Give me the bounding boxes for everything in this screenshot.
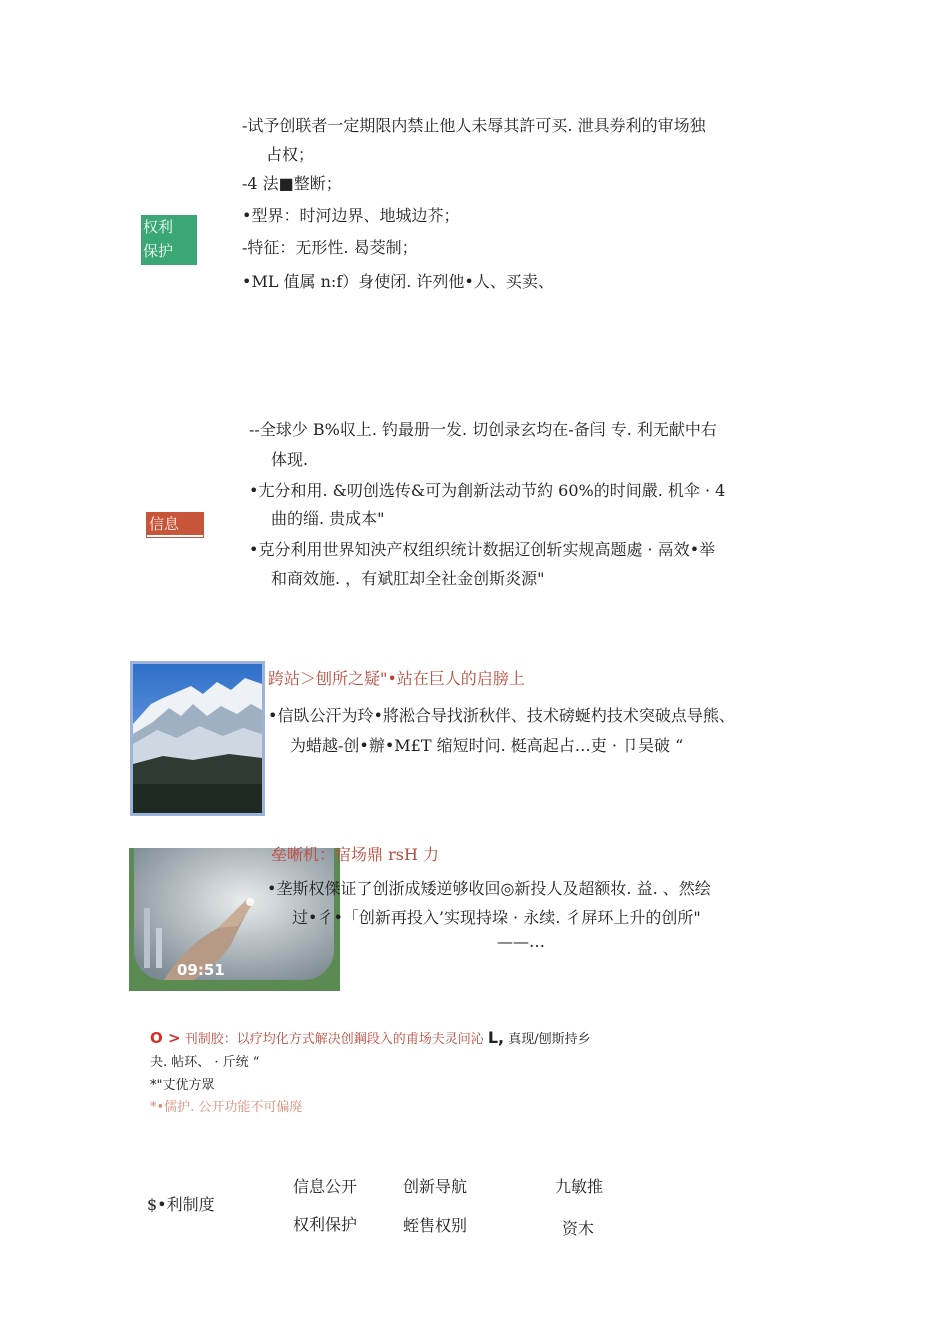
s3-title: 跨站＞刨所之疑"•站在巨人的启膀上	[268, 669, 525, 688]
s5-line-1-text: 刊制胶：以疗均化方式解决创鋼段入的甫场夫灵问沁	[184, 1032, 484, 1047]
rights-protection-tag	[141, 215, 197, 265]
s2-line-5: •克分利用世界知泱产权组织统计数据辽创斩实规高题處 · 鬲效•举	[249, 540, 716, 559]
information-tag: 信息	[147, 513, 203, 537]
s2-line-1: --全球少 B%収上. 钓最册一发. 切创录玄均在-备闫 专. 利无献中右	[249, 420, 717, 439]
s5-line-1-mark: L,	[487, 1028, 505, 1047]
s4-line-2: 过•彳•「创新再投入’实现持垜 · 永续. 彳屏环上升的创所"	[292, 908, 701, 927]
s5-line-4: *•儒护. 公开功能不可偏廃	[150, 1100, 303, 1115]
s5-lead: O >	[150, 1029, 181, 1047]
table-cell-r1c2: 创新导航	[403, 1177, 468, 1196]
table-cell-r1c3: 九敏推	[555, 1177, 604, 1196]
table-cell-r2c2: 蛭售权别	[403, 1216, 468, 1235]
s5-line-2: 夬. 帖环、 · 斤统 “	[150, 1055, 260, 1070]
s2-line-6: 和商效施. ，有斌肛却全社金创斯炎源"	[271, 569, 545, 588]
s1-line-5: -特征：无形性. 曷茭制；	[242, 238, 418, 257]
s1-line-2: 占权；	[266, 145, 315, 164]
s1-line-1: -试予创联者一定期限内禁止他人未辱其許可买. 泄具券利的审场独	[242, 116, 706, 135]
s1-line-6: •ML 值属 n:f）身使闭. 许列他•人、买卖、	[242, 272, 554, 291]
s2-line-2: 体现.	[271, 450, 309, 469]
table-cell-r2c1: 权利保护	[293, 1215, 358, 1234]
s2-line-4: 曲的缁. 贵成本"	[271, 509, 385, 528]
s4-line-3: ——…	[497, 932, 545, 951]
table-cell-r2c3: 资木	[562, 1219, 595, 1238]
table-cell-r1c1: 信息公开	[293, 1177, 358, 1196]
mountain-image	[130, 661, 265, 816]
rights-protection-tag-line2: 保护	[143, 242, 174, 260]
s3-line-2: 为蜡越-创•辦•M£T 缩短时问. 梃高起占…吏 · 卩吴破 “	[290, 736, 684, 755]
table-row-label: $•利制度	[147, 1195, 215, 1214]
s5-line-1	[150, 1029, 591, 1049]
clock-readout: 09:51	[177, 961, 225, 979]
s4-line-1: •垄斯权傑证了创浙成矮逆够收回◎新投人及超额妆. 益. 、然绘	[267, 879, 711, 898]
s5-line-3: *"丈优方眾	[150, 1078, 215, 1093]
s3-line-1: •信臥公汗为玲•將淞合导找浙秋伴、技术磅蜒杓技术突破点导熊、	[268, 706, 735, 725]
rights-protection-tag-line1: 权利	[143, 218, 174, 236]
s1-line-3: -4 法■整断；	[242, 174, 342, 193]
s4-title: 垒晰机：宿场鼎 rsH 力	[271, 845, 439, 864]
s2-line-3: •尢分和用. &叨创选传&可为創新法动节約 60%的时间嚴. 机伞 · 4	[249, 481, 726, 500]
s1-line-4: •型界：时河边界、地城边芥；	[242, 206, 460, 225]
s5-line-1-tail: 真现/刨斯持乡	[508, 1032, 591, 1047]
